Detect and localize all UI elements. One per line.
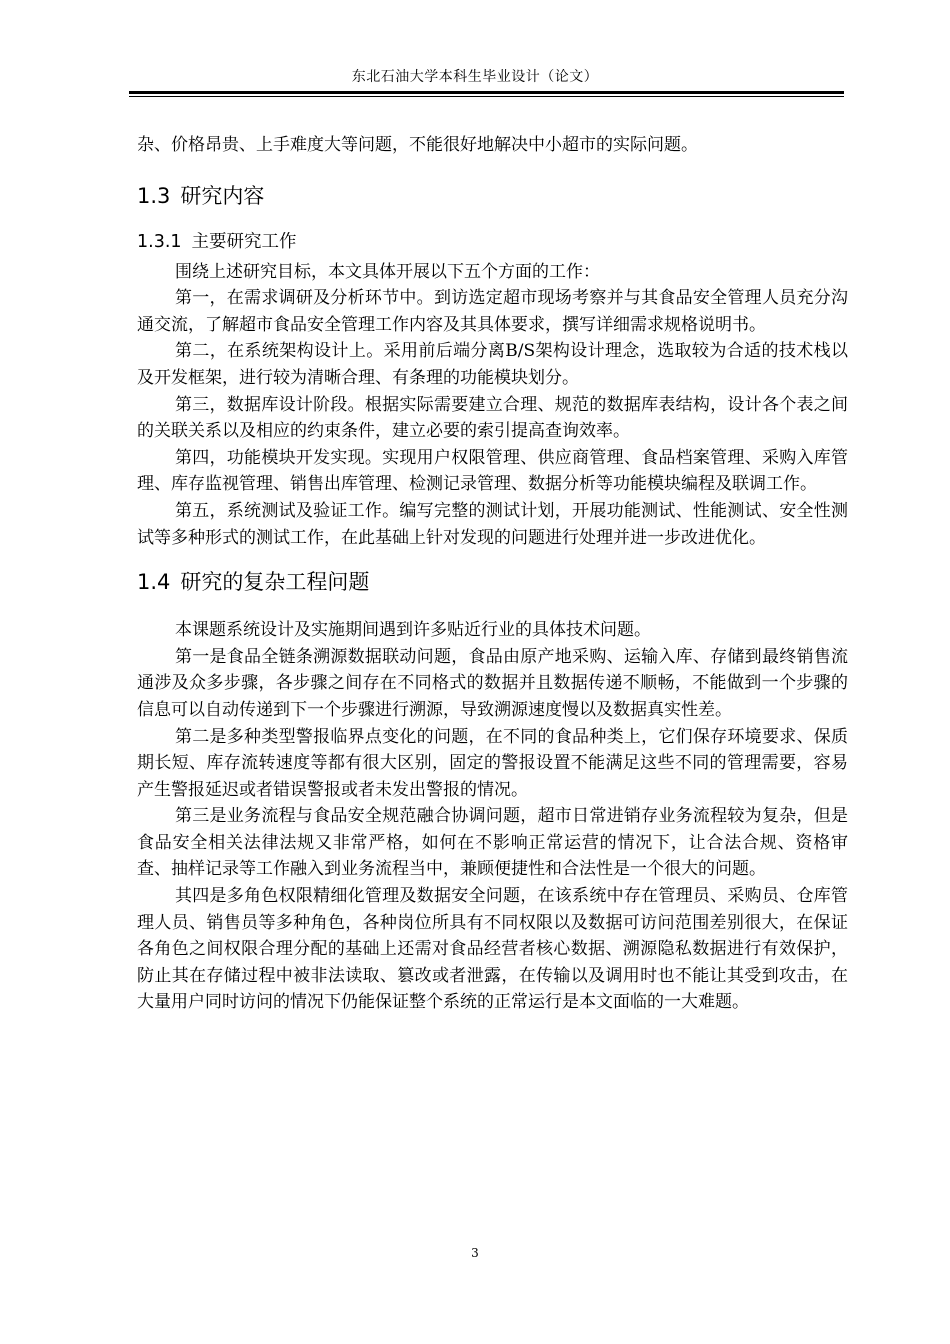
paragraph: 第三是业务流程与食品安全规范融合协调问题，超市日常进销存业务流程较为复杂，但是食品安全相关法律法规又非常严格，如何在不影响正常运营的情况下，让合法合规、资格审查、抽样记录等工作融入到业务流程当中，兼顾便捷性和合法性是一个很大的问题。 bbox=[137, 806, 848, 880]
paragraph: 第二，在系统架构设计上。采用前后端分离B/S架构设计理念，选取较为合适的技术栈以及开发框架，进行较为清晰合理、有条理的功能模块划分。 bbox=[137, 341, 848, 388]
continuation-paragraph: 杂、价格昂贵、上手难度大等问题，不能很好地解决中小超市的实际问题。 bbox=[137, 135, 698, 155]
header-rule-thick bbox=[129, 91, 844, 94]
paragraph: 第三，数据库设计阶段。根据实际需要建立合理、规范的数据库表结构，设计各个表之间的关联关系以及相应的约束条件，建立必要的索引提高查询效率。 bbox=[137, 394, 848, 442]
subsection-number: 1.3.1 bbox=[137, 231, 182, 252]
paragraph: 第一是食品全链条溯源数据联动问题，食品由原产地采购、运输入库、存储到最终销售流通涉及众多步骤，各步骤之间存在不同格式的数据并且数据传递不顺畅，不能做到一个步骤的信息可以自动传递到下一个步骤进行溯源，导致溯源速度慢以及数据真实性差。 bbox=[137, 646, 848, 720]
header-rule-thin bbox=[129, 96, 844, 97]
section-heading-1-4 bbox=[137, 567, 848, 597]
subsection-title: 主要研究工作 bbox=[191, 231, 297, 252]
paragraph: 第五，系统测试及验证工作。编写完整的测试计划，开展功能测试、性能测试、安全性测试等多种形式的测试工作，在此基础上针对发现的问题进行处理并进一步改进优化。 bbox=[137, 500, 848, 548]
section-number: 1.4 bbox=[137, 570, 171, 595]
paragraph: 围绕上述研究目标，本文具体开展以下五个方面的工作： bbox=[175, 261, 600, 282]
paragraph: 第一，在需求调研及分析环节中。到访选定超市现场考察并与其食品安全管理人员充分沟通交流，了解超市食品安全管理工作内容及其具体要求，撰写详细需求规格说明书。 bbox=[137, 288, 848, 335]
section-title: 研究的复杂工程问题 bbox=[180, 570, 370, 595]
paragraph: 第四，功能模块开发实现。实现用户权限管理、供应商管理、食品档案管理、采购入库管理、库存监视管理、销售出库管理、检测记录管理、数据分析等功能模块编程及联调工作。 bbox=[137, 447, 848, 495]
running-header: 东北石油大学本科生毕业设计（论文） bbox=[351, 69, 599, 85]
paragraph: 第二是多种类型警报临界点变化的问题，在不同的食品种类上，它们保存环境要求、保质期长短、库存流转速度等都有很大区别，固定的警报设置不能满足这些不同的管理需要，容易产生警报延迟或者错误警报或者未发出警报的情况。 bbox=[137, 726, 848, 800]
section-title: 研究内容 bbox=[180, 183, 265, 208]
section-number: 1.3 bbox=[137, 183, 171, 208]
section-heading-1-3 bbox=[137, 181, 848, 211]
page-number: 3 bbox=[471, 1246, 479, 1260]
paragraph: 其四是多角色权限精细化管理及数据安全问题，在该系统中存在管理员、采购员、仓库管理人员、销售员等多种角色，各种岗位所具有不同权限以及数据可访问范围差别很大，在保证各角色之间权限合理分配的基础上还需对食品经营者核心数据、溯源隐私数据进行有效保护，防止其在存储过程中被非法读取、篡改或者泄露，在传输以及调用时也不能让其受到攻击，在大量用户同时访问的情况下仍能保证整个系统的正常运行是本文面临的一大难题。 bbox=[137, 886, 848, 1013]
paragraph: 本课题系统设计及实施期间遇到许多贴近行业的具体技术问题。 bbox=[175, 620, 651, 641]
subsection-heading-1-3-1 bbox=[137, 229, 848, 255]
page-body bbox=[137, 132, 848, 1016]
